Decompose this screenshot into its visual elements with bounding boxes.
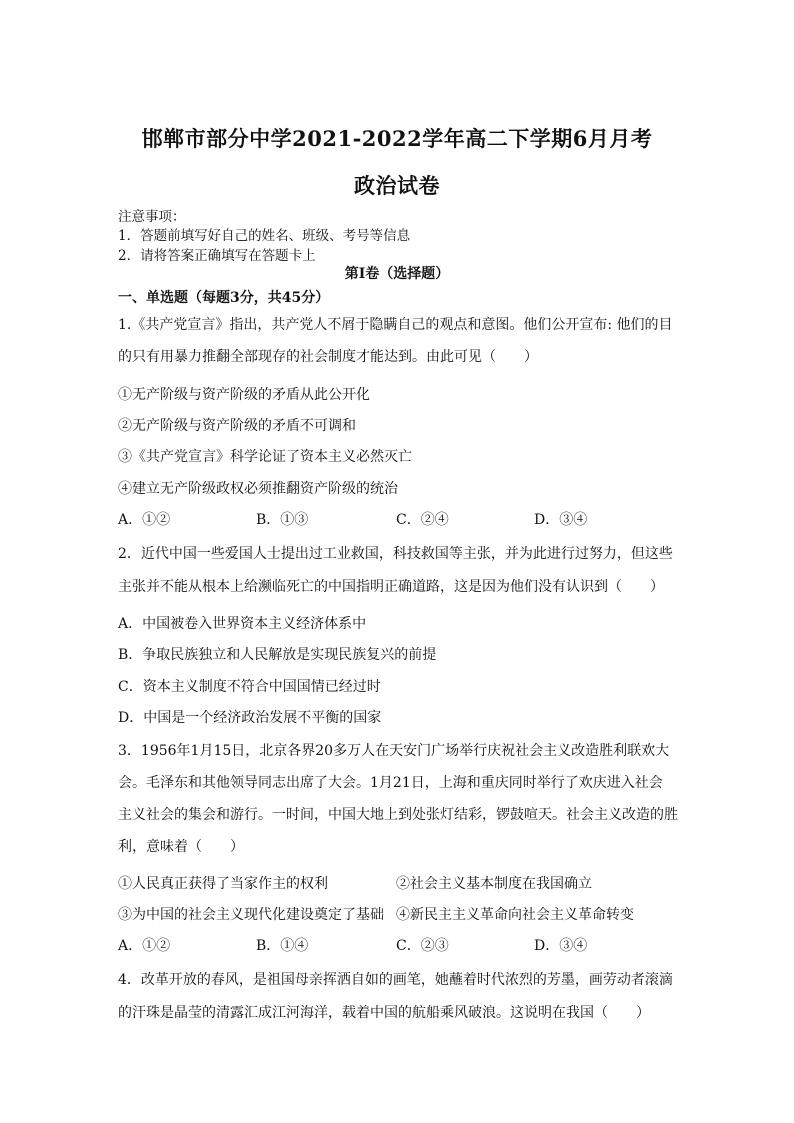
- question-stem-line: 2．近代中国一些爱国人士提出过工业救国，科技救国等主张，并为此进行过努力，但这些: [118, 546, 673, 562]
- statement: ①无产阶级与资产阶级的矛盾从此公开化: [118, 387, 370, 403]
- statements-row: [118, 873, 678, 893]
- statements-row: [118, 904, 678, 924]
- option-c[interactable]: C．资本主义制度不符合中国国情已经过时: [118, 679, 381, 695]
- option-b[interactable]: B．争取民族独立和人民解放是实现民族复兴的前提: [118, 647, 437, 663]
- statement: ④新民主主义革命向社会主义革命转变: [396, 907, 634, 923]
- options-row: [118, 509, 678, 529]
- question-stem-line: 的只有用暴力推翻全部现存的社会制度才能达到。由此可见（ ）: [118, 349, 538, 365]
- exam-title: 邯郸市部分中学2021-2022学年高二下学期6月月考: [141, 126, 653, 151]
- option-d[interactable]: D．③④: [534, 512, 588, 528]
- statement: ②社会主义基本制度在我国确立: [396, 876, 592, 892]
- part-heading: 一、单选题（每题3分，共45分）: [118, 290, 330, 306]
- question-stem-line: 利，意味着（ ）: [118, 839, 244, 855]
- question-stem-line: 的汗珠是晶莹的清露汇成江河海洋，载着中国的航船乘风破浪。这说明在我国（ ）: [118, 1005, 650, 1021]
- statement: ①人民真正获得了当家作主的权利: [118, 876, 328, 892]
- option-c[interactable]: C．②④: [396, 512, 449, 528]
- question-stem-line: 主义社会的集会和游行。一时间，中国大地上到处张灯结彩，锣鼓喧天。社会主义改造的胜: [118, 807, 678, 823]
- option-d[interactable]: D．中国是一个经济政治发展不平衡的国家: [118, 710, 382, 726]
- option-a[interactable]: A．中国被卷入世界资本主义经济体系中: [118, 616, 367, 632]
- note-item: 2．请将答案正确填写在答题卡上: [118, 248, 316, 264]
- statement: ③为中国的社会主义现代化建设奠定了基础: [118, 907, 384, 923]
- option-b[interactable]: B．①④: [256, 938, 309, 954]
- question-stem-line: 主张并不能从根本上给濒临死亡的中国指明正确道路，这是因为他们没有认识到（ ）: [118, 579, 664, 595]
- exam-subject-title: 政治试卷: [354, 173, 440, 198]
- statement: ③《共产党宣言》科学论证了资本主义必然灭亡: [118, 449, 412, 465]
- option-a[interactable]: A．①②: [118, 512, 171, 528]
- option-a[interactable]: A．①②: [118, 938, 171, 954]
- option-b[interactable]: B．①③: [256, 512, 309, 528]
- question-stem-line: 4．改革开放的春风，是祖国母亲挥洒自如的画笔，她蘸着时代浓烈的芳墨，画劳动者滚滴: [118, 972, 673, 988]
- question-stem-line: 会。毛泽东和其他领导同志出席了大会。1月21日，上海和重庆同时举行了欢庆进入社会: [118, 775, 663, 791]
- notes-label: 注意事项：: [118, 209, 186, 225]
- options-row: [118, 935, 678, 955]
- option-c[interactable]: C．②③: [396, 938, 449, 954]
- question-stem-line: 1.《共产党宣言》指出，共产党人不屑于隐瞒自己的观点和意图。他们公开宣布: 他们的目: [118, 317, 673, 333]
- note-item: 1．答题前填写好自己的姓名、班级、考号等信息: [118, 228, 411, 244]
- statement: ②无产阶级与资产阶级的矛盾不可调和: [118, 418, 356, 434]
- question-stem-line: 3．1956年1月15日，北京各界20多万人在天安门广场举行庆祝社会主义改造胜利联欢大: [118, 743, 670, 759]
- option-d[interactable]: D．③④: [534, 938, 588, 954]
- statement: ④建立无产阶级政权必须推翻资产阶级的统治: [118, 481, 398, 497]
- section-title: 第I卷（选择题）: [344, 266, 450, 282]
